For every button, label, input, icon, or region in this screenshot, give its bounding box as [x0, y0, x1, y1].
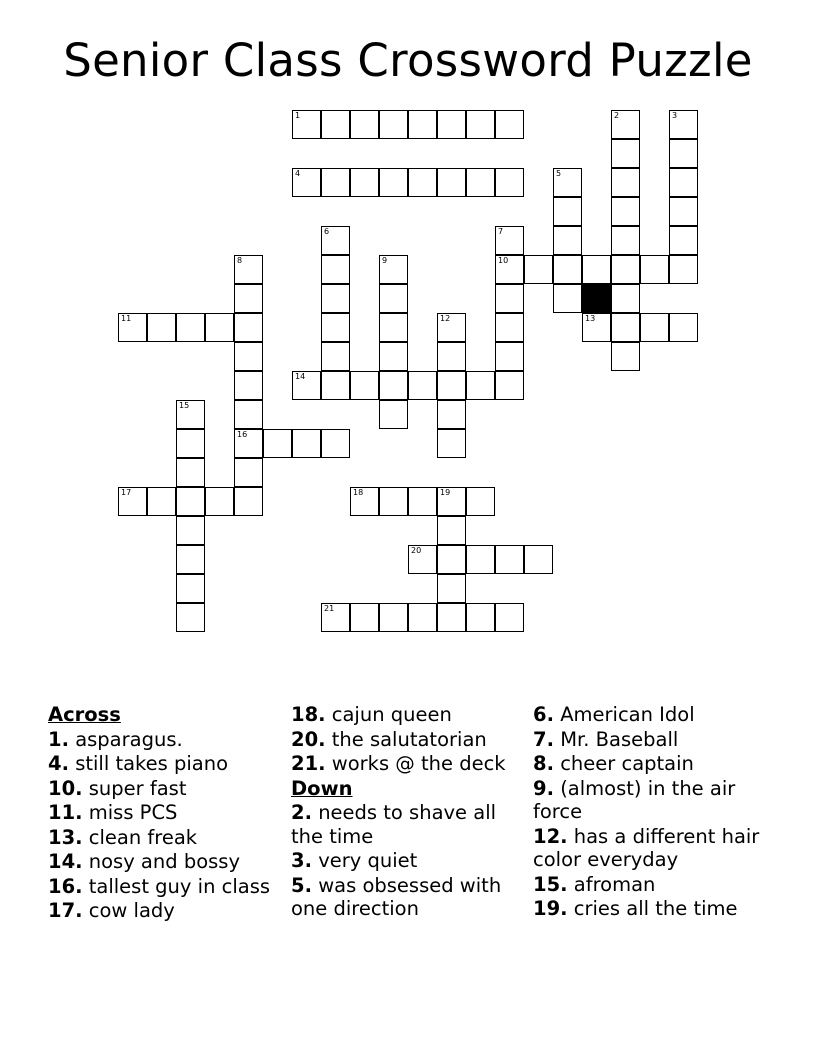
grid-cell[interactable]	[466, 371, 495, 400]
grid-cell[interactable]	[147, 313, 176, 342]
across-heading: Across	[48, 703, 121, 726]
clue-across-17: 17. cow lady	[48, 899, 175, 922]
grid-cell[interactable]	[176, 400, 205, 429]
grid-cell[interactable]	[263, 429, 292, 458]
grid-cell[interactable]	[466, 603, 495, 632]
grid-cell[interactable]	[437, 429, 466, 458]
clue-down-8: 8. cheer captain	[533, 752, 694, 775]
grid-cell[interactable]	[640, 313, 669, 342]
grid-cell[interactable]	[495, 545, 524, 574]
clue-down-9: 9. (almost) in the air force	[533, 776, 736, 823]
clue-number: 13	[585, 314, 596, 323]
grid-cell[interactable]	[350, 603, 379, 632]
clue-number: 19	[440, 488, 451, 497]
grid-cell[interactable]	[408, 603, 437, 632]
grid-cell[interactable]	[379, 400, 408, 429]
grid-cell[interactable]	[669, 255, 698, 284]
grid-cell[interactable]	[553, 197, 582, 226]
grid-cell[interactable]	[495, 110, 524, 139]
grid-cell[interactable]	[379, 255, 408, 284]
clues-column-2	[291, 703, 523, 922]
grid-cell[interactable]	[466, 545, 495, 574]
clue-number: 4	[295, 169, 301, 178]
grid-cell[interactable]	[669, 168, 698, 197]
clue-number: 9	[382, 256, 388, 265]
grid-cell[interactable]	[292, 168, 321, 197]
clue-across-1: 1. asparagus.	[48, 727, 183, 751]
grid-cell[interactable]	[437, 400, 466, 429]
grid-cell[interactable]	[350, 487, 379, 516]
grid-cell[interactable]	[408, 545, 437, 574]
grid-cell[interactable]	[669, 313, 698, 342]
grid-cell[interactable]	[466, 168, 495, 197]
grid-cell[interactable]	[408, 110, 437, 139]
grid-cell[interactable]	[524, 545, 553, 574]
grid-cell[interactable]	[234, 284, 263, 313]
grid-cell[interactable]	[669, 226, 698, 255]
clues-column-3	[533, 703, 765, 922]
grid-cell[interactable]	[437, 574, 466, 603]
clue-number: 17	[121, 488, 132, 497]
grid-cell[interactable]	[611, 168, 640, 197]
grid-cell[interactable]	[321, 371, 350, 400]
clue-down-12: 12. has a different hair color everyday	[533, 824, 760, 871]
clue-across-11: 11. miss PCS	[48, 801, 178, 824]
grid-cell[interactable]	[495, 168, 524, 197]
grid-cell[interactable]	[205, 487, 234, 516]
grid-cell[interactable]	[350, 168, 379, 197]
grid-cell[interactable]	[408, 487, 437, 516]
grid-cell[interactable]	[118, 487, 147, 516]
grid-cell[interactable]	[437, 168, 466, 197]
grid-cell[interactable]	[321, 429, 350, 458]
grid-cell[interactable]	[176, 603, 205, 632]
grid-cell[interactable]	[350, 110, 379, 139]
clue-number: 12	[440, 314, 451, 323]
grid-cell[interactable]	[437, 603, 466, 632]
grid-cell[interactable]	[176, 487, 205, 516]
clue-number: 8	[237, 256, 243, 265]
grid-cell[interactable]	[582, 255, 611, 284]
grid-cell[interactable]	[292, 429, 321, 458]
grid-cell[interactable]	[611, 226, 640, 255]
grid-cell[interactable]	[669, 197, 698, 226]
clue-down-15: 15. afroman	[533, 872, 656, 896]
grid-cell[interactable]	[205, 313, 234, 342]
clue-number: 1	[295, 111, 301, 120]
grid-cell[interactable]	[611, 313, 640, 342]
grid-cell[interactable]	[379, 168, 408, 197]
grid-cell[interactable]	[466, 110, 495, 139]
grid-cell[interactable]	[669, 110, 698, 139]
clue-across-16: 16. tallest guy in class	[48, 874, 271, 898]
grid-cell[interactable]	[234, 458, 263, 487]
clue-number: 15	[179, 401, 190, 410]
grid-cell[interactable]	[640, 255, 669, 284]
grid-cell[interactable]	[495, 371, 524, 400]
grid-cell[interactable]	[553, 284, 582, 313]
grid-cell[interactable]	[321, 603, 350, 632]
grid-cell[interactable]	[379, 371, 408, 400]
grid-cell[interactable]	[553, 226, 582, 255]
grid-cell[interactable]	[611, 110, 640, 139]
clues-column-1	[48, 703, 280, 924]
grid-cell[interactable]	[495, 313, 524, 342]
grid-cell[interactable]	[611, 139, 640, 168]
clue-number: 16	[237, 430, 248, 439]
grid-cell[interactable]	[176, 516, 205, 545]
grid-cell[interactable]	[321, 284, 350, 313]
grid-cell[interactable]	[292, 110, 321, 139]
grid-cell[interactable]	[176, 429, 205, 458]
grid-cell[interactable]	[234, 371, 263, 400]
grid-cell[interactable]	[234, 255, 263, 284]
grid-cell[interactable]	[350, 371, 379, 400]
grid-cell[interactable]	[176, 313, 205, 342]
grid-cell[interactable]	[669, 139, 698, 168]
clue-number: 2	[614, 111, 620, 120]
clue-across-21: 21. works @ the deck	[291, 752, 506, 775]
grid-cell[interactable]	[292, 371, 321, 400]
grid-cell[interactable]	[321, 168, 350, 197]
page-title: Senior Class Crossword Puzzle	[63, 34, 753, 87]
clue-number: 10	[498, 256, 509, 265]
clue-across-20: 20. the salutatorian	[291, 727, 487, 751]
grid-cell[interactable]	[408, 371, 437, 400]
grid-cell[interactable]	[321, 110, 350, 139]
grid-cell[interactable]	[234, 342, 263, 371]
clue-number: 6	[324, 227, 330, 236]
grid-cell[interactable]	[379, 487, 408, 516]
grid-cell[interactable]	[234, 400, 263, 429]
grid-cell[interactable]	[495, 603, 524, 632]
clue-down-5: 5. was obsessed with one direction	[291, 873, 502, 920]
clue-down-6: 6. American Idol	[533, 703, 695, 726]
grid-cell[interactable]	[379, 284, 408, 313]
grid-cell[interactable]	[553, 255, 582, 284]
clue-down-19: 19. cries all the time	[533, 897, 738, 920]
clue-number: 21	[324, 604, 335, 613]
clue-number: 5	[556, 169, 562, 178]
grid-cell[interactable]	[495, 226, 524, 255]
clue-down-3: 3. very quiet	[291, 849, 418, 872]
grid-cell[interactable]	[611, 284, 640, 313]
grid-cell[interactable]	[147, 487, 176, 516]
grid-cell[interactable]	[437, 110, 466, 139]
grid-cell[interactable]	[553, 168, 582, 197]
clue-across-13: 13. clean freak	[48, 825, 198, 849]
grid-cell[interactable]	[437, 371, 466, 400]
clue-number: 7	[498, 227, 504, 236]
grid-cell[interactable]	[234, 487, 263, 516]
grid-cell[interactable]	[379, 603, 408, 632]
grid-cell[interactable]	[437, 313, 466, 342]
grid-cell[interactable]	[495, 342, 524, 371]
grid-cell[interactable]	[321, 313, 350, 342]
down-heading: Down	[291, 776, 353, 800]
grid-cell[interactable]	[437, 545, 466, 574]
grid-cell[interactable]	[176, 574, 205, 603]
clue-number: 3	[672, 111, 678, 120]
grid-cell[interactable]	[118, 313, 147, 342]
grid-cell[interactable]	[379, 110, 408, 139]
clue-across-14: 14. nosy and bossy	[48, 850, 240, 873]
grid-cell[interactable]	[176, 545, 205, 574]
clue-across-10: 10. super fast	[48, 776, 187, 800]
clue-number: 11	[121, 314, 132, 323]
grid-cell[interactable]	[524, 255, 553, 284]
grid-cell[interactable]	[234, 429, 263, 458]
clue-number: 18	[353, 488, 364, 497]
grid-cell[interactable]	[408, 168, 437, 197]
grid-cell[interactable]	[611, 197, 640, 226]
grid-cell[interactable]	[437, 342, 466, 371]
clue-down-7: 7. Mr. Baseball	[533, 727, 679, 751]
grid-cell[interactable]	[176, 458, 205, 487]
grid-cell[interactable]	[466, 487, 495, 516]
clue-down-2: 2. needs to shave all the time	[291, 801, 497, 848]
clue-number: 14	[295, 372, 306, 381]
grid-cell[interactable]	[495, 284, 524, 313]
grid-cell[interactable]	[321, 342, 350, 371]
grid-cell[interactable]	[611, 255, 640, 284]
clue-across-4: 4. still takes piano	[48, 752, 229, 775]
grid-cell[interactable]	[321, 226, 350, 255]
grid-cell[interactable]	[379, 342, 408, 371]
clue-across-18: 18. cajun queen	[291, 703, 452, 726]
grid-cell[interactable]	[611, 342, 640, 371]
grid-cell[interactable]	[582, 313, 611, 342]
grid-cell[interactable]	[437, 487, 466, 516]
grid-cell[interactable]	[234, 313, 263, 342]
clue-number: 20	[411, 546, 422, 555]
grid-cell[interactable]	[379, 313, 408, 342]
grid-cell[interactable]	[495, 255, 524, 284]
black-square	[582, 284, 611, 313]
grid-cell[interactable]	[321, 255, 350, 284]
grid-cell[interactable]	[437, 516, 466, 545]
